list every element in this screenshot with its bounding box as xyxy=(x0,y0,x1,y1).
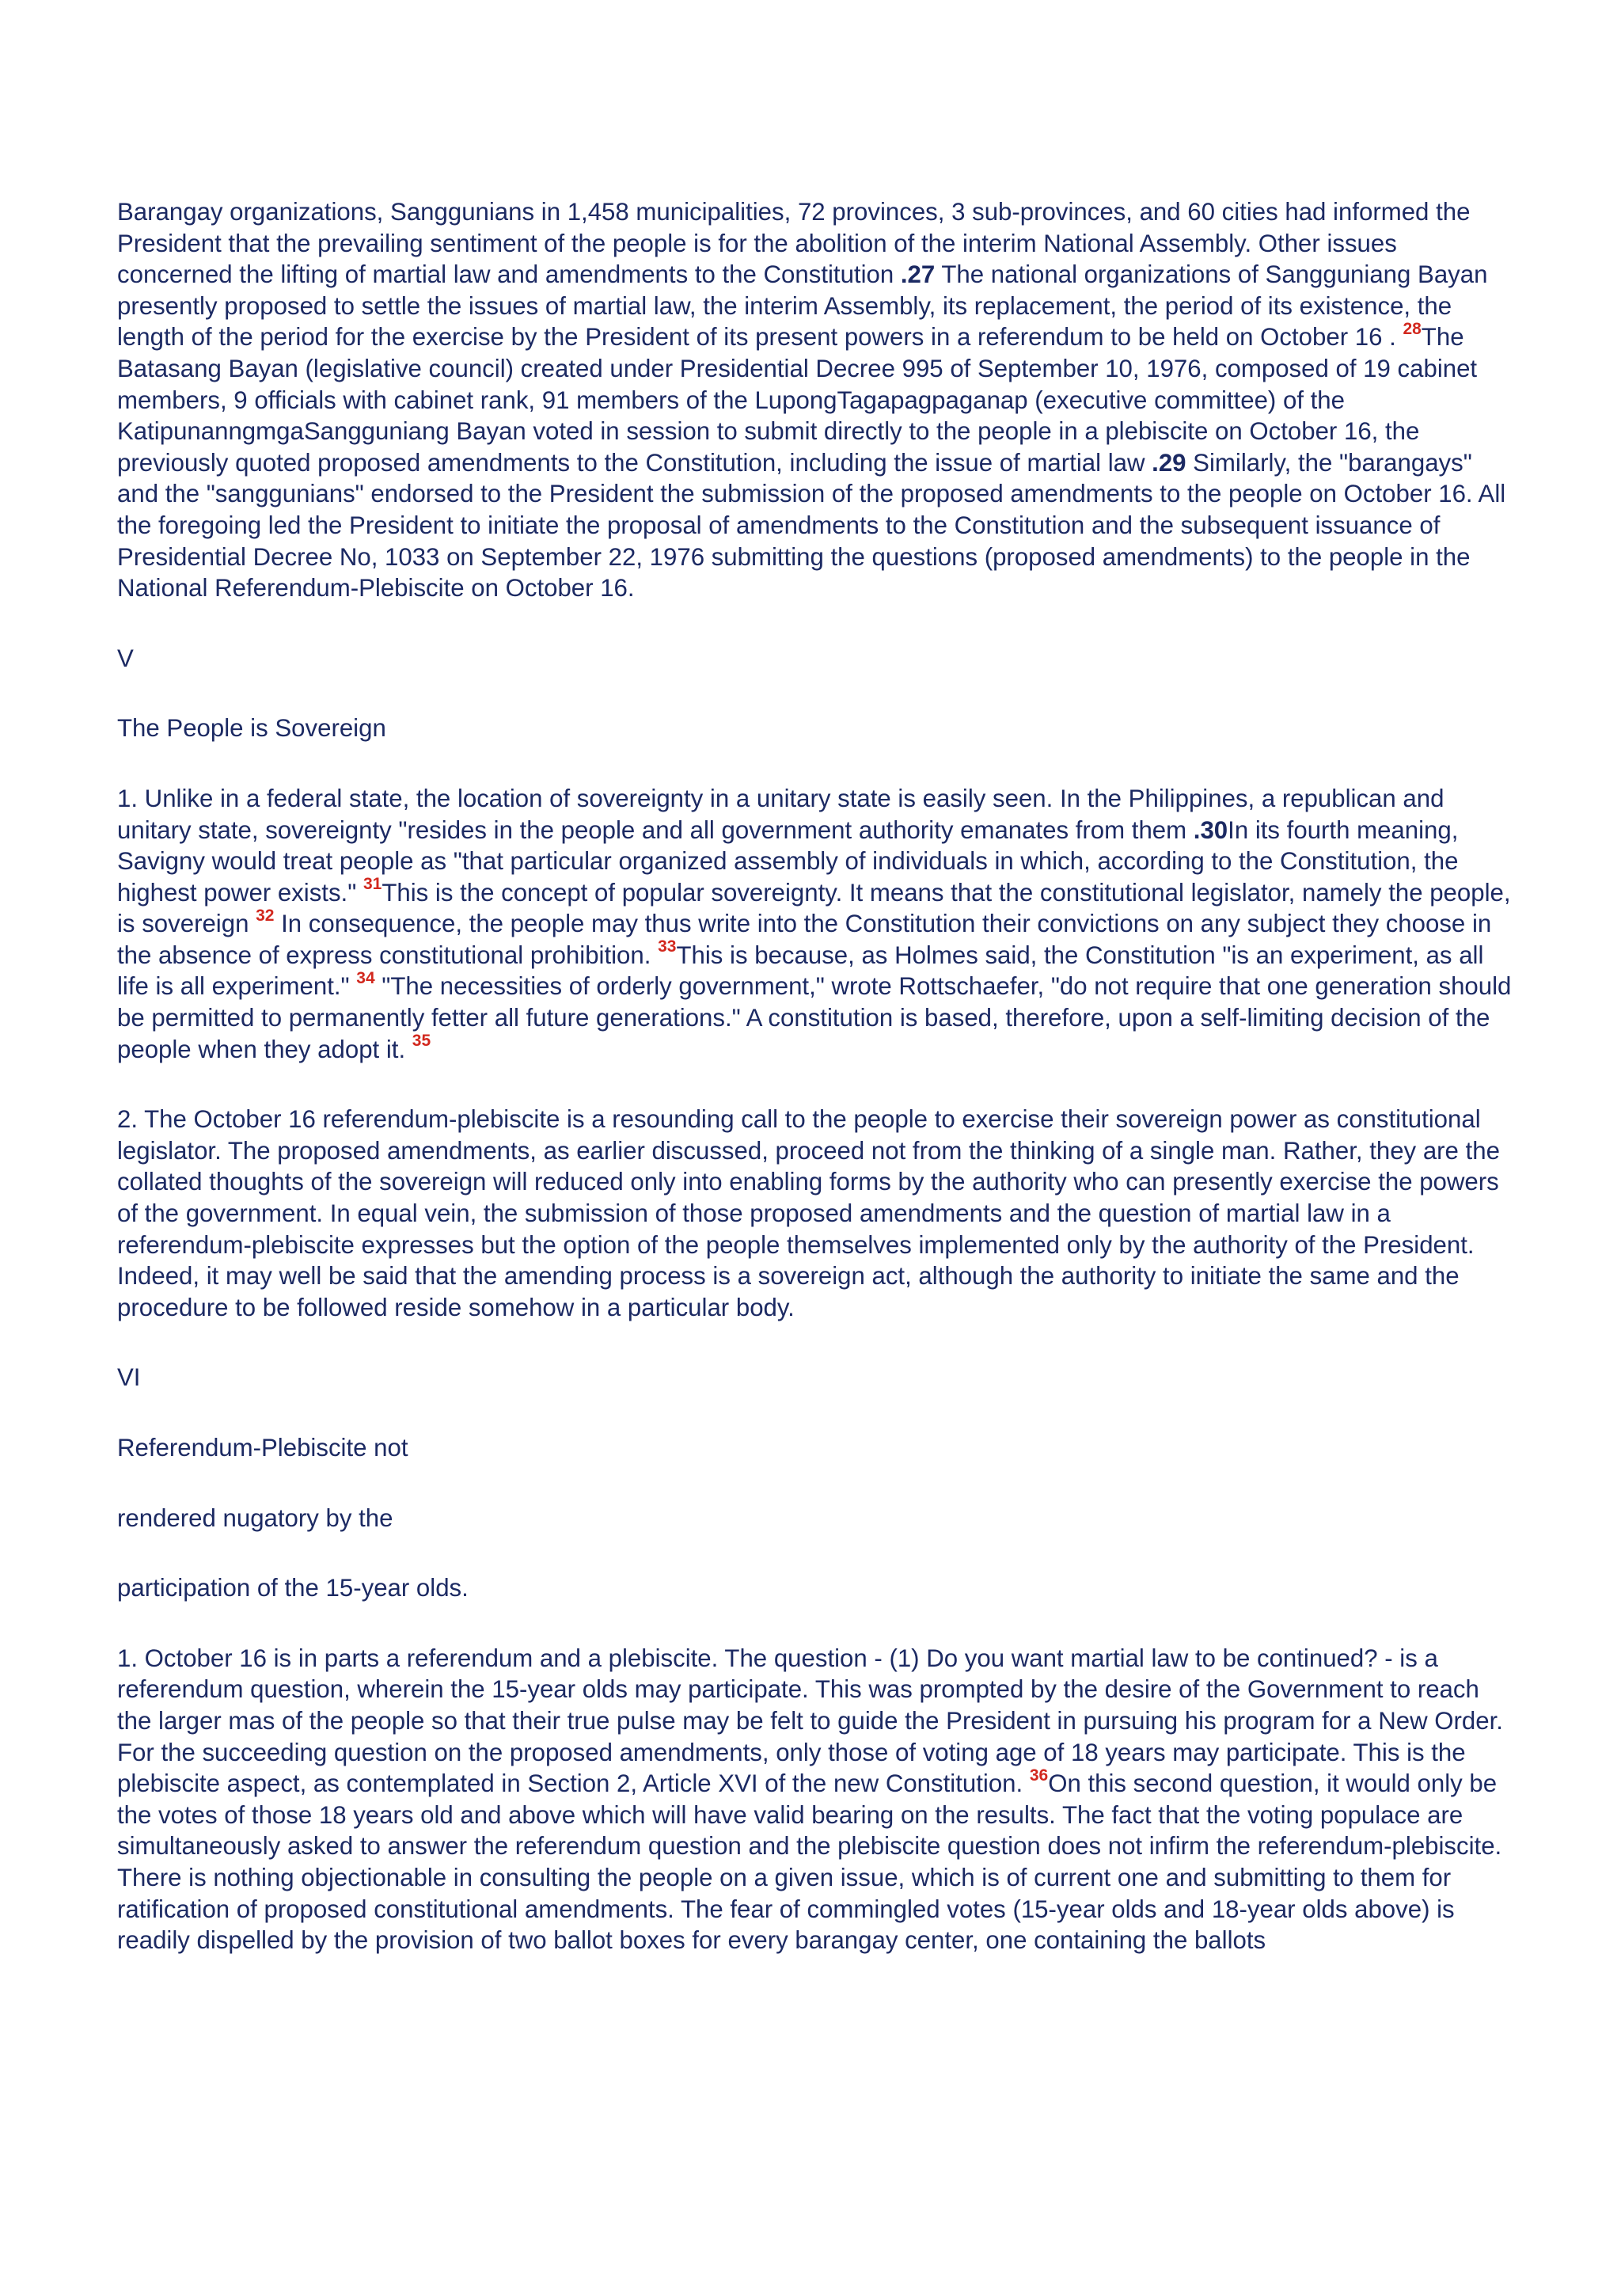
paragraph-text: Similarly, the "barangays" and the "sanggunians" endorsed to the President the submission of the proposed amendments to the people on October 16. All the foregoing led the President to initiate the proposal of amendments to the Constitution and the subsequent issuance of Presidential Decree No, 1033 on September 22, 1976 submitting the questions (proposed amendments) to the people in the National Referendum-Plebiscite on October 16. xyxy=(117,448,1506,603)
section-title-line-2: rendered nugatory by the xyxy=(117,1503,393,1532)
footnote-ref-28: 28 xyxy=(1403,319,1422,338)
footnote-ref-32: 32 xyxy=(256,906,275,925)
section-title-people-sovereign: The People is Sovereign xyxy=(117,714,386,743)
paragraph-text: This is the concept of popular sovereignty. It means that the constitutional legislator, namely the people, is sovereign xyxy=(117,878,1511,938)
footnote-ref-27: .27 xyxy=(900,260,936,289)
paragraph-text: In consequence, the people may thus write into the Constitution their convictions on any subject they choose in the absence of express constitutional prohibition. xyxy=(117,910,1492,969)
document-page xyxy=(117,196,1512,1956)
paragraph-october-16-call: 2. The October 16 referendum-plebiscite is a resounding call to the people to exercise their sovereign power as constitutional legislator. The proposed amendments, as earlier discussed, proceed not from the thinking of a single man. Rather, they are the collated thoughts of the sovereign will reduced only into enabling forms by the authority who can presently exercise the powers of the government. In equal vein, the submission of those proposed amendments and the question of martial law in a referendum-plebiscite expresses but the option of the people themselves implemented only by the authority of the President. Indeed, it may well be said that the amending process is a sovereign act, although the authority to initiate the same and the procedure to be followed reside somehow in a particular body. xyxy=(117,1105,1500,1321)
paragraph-text: The Batasang Bayan (legislative council) created under Presidential Decree 995 of September 10, 1976, composed of 19 cabinet members, 9 officials with cabinet rank, 91 members of the LupongTagapagpaganap (executive committee) of the KatipunanngmgaSangguniang Bayan voted in session to submit directly to the people in a plebiscite on October 16, the previously quoted proposed amendments to the Constitution, including the issue of martial law xyxy=(117,323,1478,477)
paragraph-text: This is because, as Holmes said, the Constitution "is an experiment, as all life is all experiment." xyxy=(117,941,1484,1001)
paragraph-text: "The necessities of orderly government," wrote Rottschaefer, "do not require that one generation should be permitted to permanently fetter all future generations." A constitution is based, therefore, upon a self-limiting decision of the people when they adopt it. xyxy=(117,972,1512,1063)
paragraph-text: 1. October 16 is in parts a referendum and a plebiscite. The question - (1) Do you want martial law to be continued? - is a referendum question, wherein the 15-year olds may participate. This was prompted by the desire of the Government to reach the larger mas of the people so that their true pulse may be felt to guide the President in pursuing his program for a New Order. For the succeeding question on the proposed amendments, only those of voting age of 18 years may participate. This is the plebiscite aspect, as contemplated in Section 2, Article XVI of the new Constitution. xyxy=(117,1644,1503,1798)
paragraph-referendum-plebiscite xyxy=(117,1643,1512,1956)
paragraph-text: 1. Unlike in a federal state, the location of sovereignty in a unitary state is easily seen. In the Philippines, a republican and unitary state, sovereignty "resides in the people and all government authority emanates from them xyxy=(117,784,1444,844)
footnote-ref-33: 33 xyxy=(658,937,677,956)
paragraph-barangay-organizations xyxy=(117,196,1512,604)
section-title-line-3: participation of the 15-year olds. xyxy=(117,1574,469,1602)
footnote-ref-35: 35 xyxy=(412,1032,431,1051)
footnote-ref-29: .29 xyxy=(1152,448,1186,477)
paragraph-text: Barangay organizations, Sanggunians in 1,458 municipalities, 72 provinces, 3 sub-provinces, and 60 cities had informed the President that the prevailing sentiment of the people is for the abolition of the interim National Assembly. Other issues concerned the lifting of martial law and amendments to the Constitution xyxy=(117,198,1471,289)
footnote-ref-30: .30 xyxy=(1193,815,1228,844)
section-number-v: V xyxy=(117,644,134,672)
paragraph-text: On this second question, it would only be the votes of those 18 years old and above which will have valid bearing on the results. The fact that the voting populace are simultaneously asked to answer the referendum question and the plebiscite question does not infirm the referendum-plebiscite. There is nothing objectionable in consulting the people on a given issue, which is of current one and submitting to them for ratification of proposed constitutional amendments. The fear of commingled votes (15-year olds and 18-year olds above) is readily dispelled by the provision of two ballot boxes for every barangay center, one containing the ballots xyxy=(117,1770,1502,1955)
footnote-ref-31: 31 xyxy=(363,875,382,894)
paragraph-text: In its fourth meaning, Savigny would treat people as "that particular organized assembly of individuals in which, according to the Constitution, the highest power exists." xyxy=(117,815,1459,907)
footnote-ref-34: 34 xyxy=(356,969,375,988)
section-number-vi: VI xyxy=(117,1363,141,1392)
section-title-line-1: Referendum-Plebiscite not xyxy=(117,1434,408,1462)
footnote-ref-36: 36 xyxy=(1029,1766,1049,1785)
paragraph-text: The national organizations of Sangguniang Bayan presently proposed to settle the issues of martial law, the interim Assembly, its replacement, the period of its existence, the length of the period for the exercise by the President of its present powers in a referendum to be held on October 16 . xyxy=(117,260,1488,352)
paragraph-sovereignty xyxy=(117,783,1512,1065)
